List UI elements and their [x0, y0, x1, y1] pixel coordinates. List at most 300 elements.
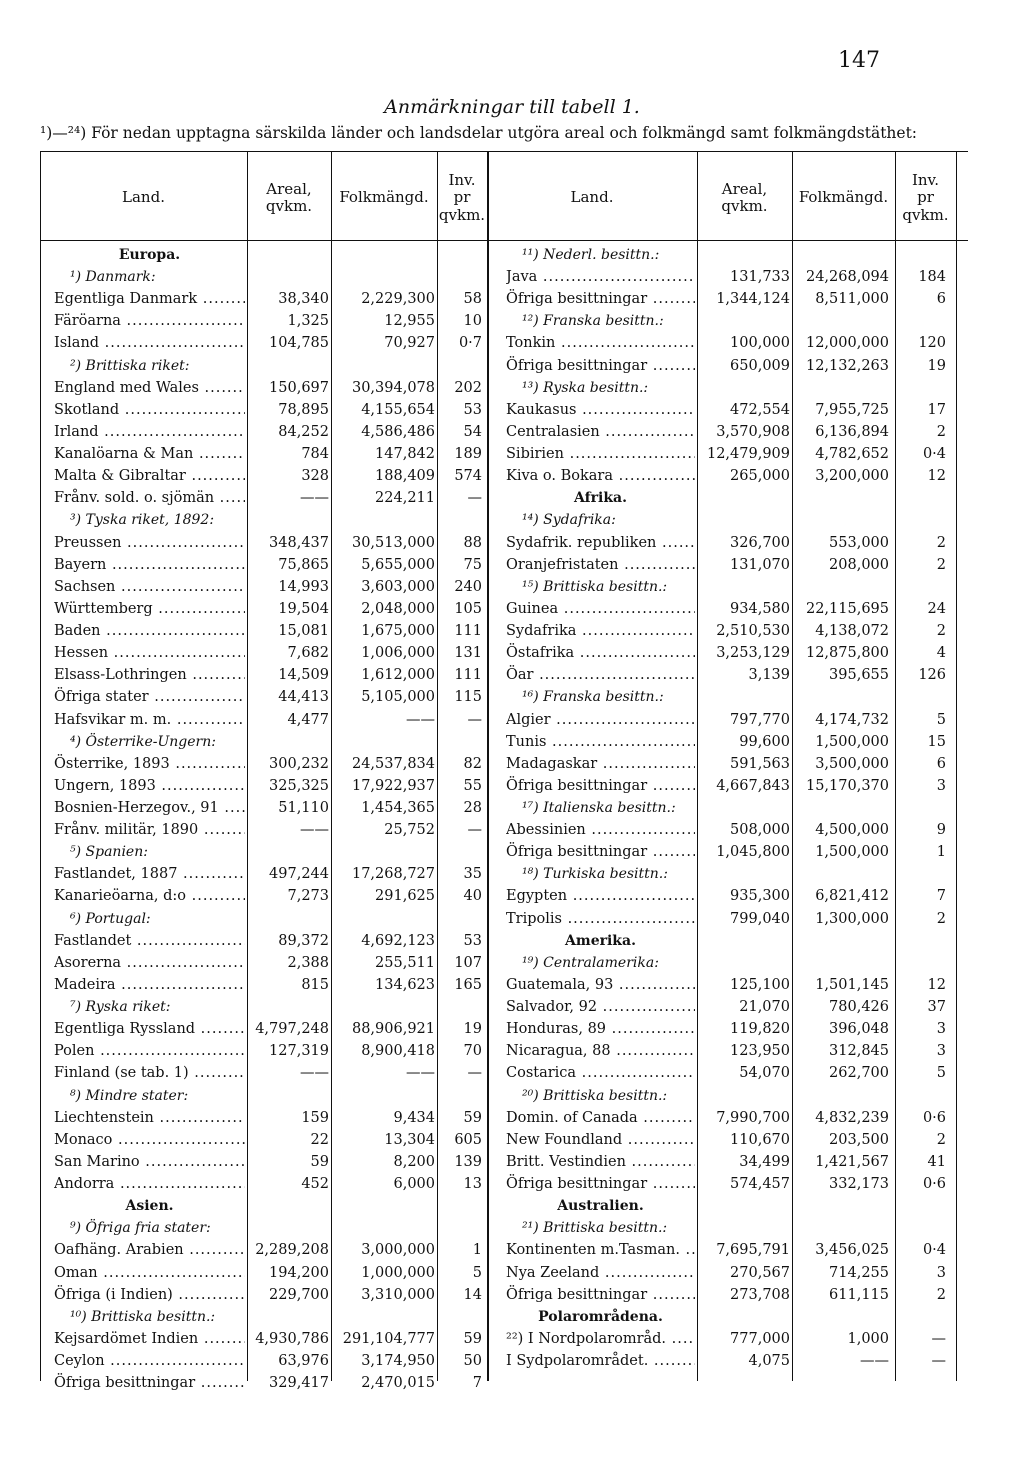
- folk-cell: 8,200: [393, 1153, 435, 1170]
- land-cell: [506, 841, 695, 863]
- left-subheading: ⁹) Öfriga fria stater:: [70, 1220, 211, 1237]
- land-cell: [506, 974, 695, 996]
- land-name: Malta & Gibraltar: [54, 468, 186, 485]
- table-row: [0, 1018, 1024, 1040]
- land-cell: [54, 930, 245, 952]
- inv-cell: 12: [927, 468, 946, 485]
- areal-cell: 1,045,800: [716, 844, 790, 861]
- folk-cell: 147,842: [375, 446, 435, 463]
- land-name: Ceylon: [54, 1353, 105, 1369]
- areal-cell: 7,682: [287, 645, 329, 662]
- areal-cell: 326,700: [730, 534, 790, 551]
- table-row: [0, 1328, 1024, 1350]
- inv-cell: 13: [463, 1176, 482, 1193]
- land-name: Öfriga besittningar: [506, 1286, 648, 1303]
- inv-cell: 3: [936, 1021, 946, 1038]
- folk-cell: 3,000,000: [361, 1242, 435, 1259]
- land-cell: [506, 1151, 695, 1173]
- areal-cell: 84,252: [278, 423, 329, 440]
- table-row: [0, 1062, 1024, 1084]
- land-cell: [54, 1372, 245, 1394]
- inv-cell: 0·6: [922, 1176, 946, 1193]
- areal-cell: 150,697: [269, 379, 329, 396]
- folk-cell: 9,434: [393, 1109, 435, 1126]
- land-cell: [506, 1350, 695, 1372]
- land-name: Kanarieöarna, d:o: [54, 888, 187, 905]
- right-subheading: ¹⁵) Brittiska besittn.:: [522, 578, 668, 595]
- table-row: [0, 266, 1024, 288]
- land-name: Irland: [54, 423, 99, 440]
- land-cell: [54, 377, 245, 399]
- land-name: Finland (se tab. 1): [54, 1065, 189, 1082]
- areal-cell: 1,325: [287, 313, 329, 330]
- folk-cell: 12,875,800: [805, 645, 889, 662]
- folk-cell: 12,132,263: [805, 357, 889, 374]
- folk-cell: 1,675,000: [361, 623, 435, 640]
- table-row: [0, 797, 1024, 819]
- land-cell: [506, 620, 695, 642]
- folk-cell: 22,115,695: [805, 600, 889, 617]
- inv-cell: 75: [463, 556, 482, 573]
- folk-cell: 4,500,000: [815, 822, 889, 839]
- right-subheading: ¹¹) Nederl. besittn.:: [522, 247, 660, 263]
- land-name: ²²) I Nordpolarområd.: [506, 1330, 667, 1347]
- areal-cell: 497,244: [269, 866, 329, 883]
- land-name: Östafrika: [506, 645, 575, 662]
- header-top-rule: [40, 151, 968, 152]
- folk-cell: 5,105,000: [361, 689, 435, 706]
- areal-cell: 574,457: [730, 1176, 790, 1193]
- land-name: Preussen: [54, 534, 122, 551]
- land-name: Tunis: [506, 733, 547, 750]
- folk-cell: 1,454,365: [361, 800, 435, 816]
- land-cell: [506, 731, 695, 753]
- areal-cell: 110,670: [730, 1131, 790, 1148]
- inv-cell: 0·4: [922, 446, 946, 463]
- right-subheading: ²⁰) Brittiska besittn.:: [522, 1087, 668, 1104]
- areal-cell: ——: [300, 1065, 329, 1082]
- land-name: Sachsen: [54, 578, 116, 595]
- areal-cell: 127,319: [269, 1043, 329, 1060]
- land-name: Monaco: [54, 1131, 113, 1148]
- land-cell: [506, 1018, 695, 1040]
- right-subheading: ¹³) Ryska besittn.:: [522, 379, 649, 396]
- land-cell: [506, 1239, 695, 1261]
- land-name: Oranjefristaten: [506, 556, 619, 573]
- land-name: Kontinenten m.Tasman.: [506, 1242, 680, 1259]
- table-row: [0, 554, 1024, 576]
- land-name: Guinea: [506, 600, 559, 617]
- left-header-land: Land.: [122, 188, 165, 207]
- land-cell: [506, 664, 695, 686]
- left-header-areal: Areal, qvkm.: [265, 179, 313, 215]
- folk-cell: 6,136,894: [815, 423, 889, 440]
- areal-cell: 19,504: [278, 600, 329, 617]
- table-row: [0, 1350, 1024, 1372]
- inv-cell: 55: [463, 777, 482, 794]
- land-name: Kejsardömet Indien: [54, 1330, 199, 1347]
- land-cell: [506, 996, 695, 1018]
- land-name: Ungern, 1893: [54, 777, 156, 794]
- land-cell: [506, 332, 695, 354]
- land-cell: [506, 1107, 695, 1129]
- inv-cell: 24: [927, 600, 946, 617]
- land-name: Salvador, 92: [506, 999, 598, 1016]
- areal-cell: 194,200: [269, 1264, 329, 1281]
- land-cell: [506, 753, 695, 775]
- land-cell: [54, 686, 245, 708]
- inv-cell: 3: [936, 777, 946, 794]
- land-cell: [506, 355, 695, 377]
- folk-cell: 30,513,000: [351, 534, 435, 551]
- inv-cell: 12: [927, 976, 946, 993]
- table-row: [0, 598, 1024, 620]
- land-cell: [506, 421, 695, 443]
- land-name: Nicaragua, 88: [506, 1043, 611, 1060]
- left-section-heading: Europa.: [118, 247, 181, 263]
- folk-cell: 291,625: [375, 888, 435, 905]
- land-name: Sydafrika: [506, 623, 577, 640]
- land-name: Abessinien: [506, 822, 586, 839]
- left-subheading: ²) Brittiska riket:: [70, 357, 190, 374]
- inv-cell: 70: [463, 1043, 482, 1060]
- folk-cell: 4,174,732: [815, 711, 889, 728]
- inv-cell: 105: [454, 600, 482, 617]
- areal-cell: ——: [300, 490, 329, 507]
- land-cell: [506, 642, 695, 664]
- land-name: Andorra: [54, 1176, 115, 1193]
- right-subheading: ¹⁸) Turkiska besittn.:: [522, 866, 668, 883]
- inv-cell: 41: [927, 1153, 946, 1170]
- land-name: Österrike, 1893: [54, 755, 170, 772]
- land-name: New Foundland: [506, 1131, 623, 1148]
- inv-cell: 139: [454, 1153, 482, 1170]
- land-cell: [54, 952, 245, 974]
- land-name: Öfriga besittningar: [506, 777, 648, 794]
- land-name: Öar: [506, 667, 534, 684]
- areal-cell: 131,733: [730, 269, 790, 286]
- land-name: Java: [506, 269, 538, 286]
- folk-cell: 1,500,000: [815, 844, 889, 861]
- inv-cell: 2: [936, 623, 946, 640]
- areal-cell: 452: [301, 1176, 329, 1193]
- folk-cell: 2,048,000: [361, 600, 435, 617]
- table-row: [0, 1040, 1024, 1062]
- folk-cell: 3,200,000: [815, 468, 889, 485]
- folk-cell: 4,586,486: [361, 423, 435, 440]
- land-name: Honduras, 89: [506, 1021, 607, 1038]
- folk-cell: 312,845: [829, 1043, 889, 1060]
- inv-cell: 165: [454, 976, 482, 993]
- folk-cell: 70,927: [384, 335, 435, 352]
- folk-cell: 15,170,370: [805, 777, 889, 794]
- folk-cell: 4,138,072: [815, 623, 889, 640]
- folk-cell: 1,421,567: [815, 1153, 889, 1170]
- land-cell: [506, 709, 695, 731]
- table-row: [0, 819, 1024, 841]
- folk-cell: 395,655: [829, 667, 889, 684]
- folk-cell: 1,500,000: [815, 733, 889, 750]
- inv-cell: 6: [936, 291, 946, 308]
- inv-cell: 126: [918, 667, 946, 684]
- land-name: Kiva o. Bokara: [506, 468, 614, 485]
- inv-cell: 4: [936, 645, 946, 662]
- inv-cell: 2: [936, 910, 946, 927]
- left-subheading: ³) Tyska riket, 1892:: [70, 512, 215, 529]
- folk-cell: 17,922,937: [351, 777, 435, 794]
- inv-cell: 574: [454, 468, 482, 485]
- areal-cell: 4,667,843: [716, 777, 790, 794]
- page-title: Anmärkningar till tabell 1.: [384, 96, 640, 118]
- table-row: [0, 310, 1024, 332]
- inv-cell: 53: [463, 401, 482, 418]
- land-name: Öfriga besittningar: [506, 1176, 648, 1193]
- left-subheading: ¹) Danmark:: [70, 269, 156, 286]
- areal-cell: 89,372: [278, 932, 329, 949]
- land-name: Frånv. militär, 1890: [54, 822, 199, 839]
- inv-cell: 88: [463, 534, 482, 551]
- areal-cell: 591,563: [730, 755, 790, 772]
- inv-cell: 7: [472, 1375, 482, 1392]
- land-name: England med Wales: [54, 379, 199, 396]
- inv-cell: 53: [463, 932, 482, 949]
- areal-cell: 100,000: [730, 335, 790, 352]
- areal-cell: 7,695,791: [716, 1242, 790, 1259]
- land-cell: [506, 465, 695, 487]
- areal-cell: 325,325: [269, 777, 329, 794]
- table-row: [0, 753, 1024, 775]
- folk-cell: 8,900,418: [361, 1043, 435, 1060]
- folk-cell: ——: [406, 1065, 435, 1082]
- areal-cell: 3,253,129: [716, 645, 790, 662]
- inv-cell: 2: [936, 423, 946, 440]
- areal-cell: 797,770: [730, 711, 790, 728]
- folk-cell: 3,310,000: [361, 1286, 435, 1303]
- table-row: [0, 465, 1024, 487]
- table-row: [0, 332, 1024, 354]
- table-row: [0, 1107, 1024, 1129]
- land-name: Nya Zeeland: [506, 1264, 600, 1281]
- folk-cell: 3,456,025: [815, 1242, 889, 1259]
- land-cell: [506, 1062, 695, 1084]
- land-name: Sydafrik. republiken: [506, 534, 657, 551]
- land-name: Centralasien: [506, 423, 600, 440]
- land-name: I Sydpolarområdet.: [506, 1353, 649, 1369]
- right-header-inv: Inv. pr qvkm.: [902, 171, 949, 224]
- folk-cell: 1,501,145: [815, 976, 889, 993]
- folk-cell: ——: [406, 711, 435, 728]
- folk-cell: 396,048: [829, 1021, 889, 1038]
- areal-cell: 123,950: [730, 1043, 790, 1060]
- land-cell: [506, 554, 695, 576]
- land-cell: [506, 1262, 695, 1284]
- land-name: Öfriga besittningar: [506, 291, 648, 308]
- areal-cell: 99,600: [739, 733, 790, 750]
- inv-cell: 17: [927, 401, 946, 418]
- land-name: Württemberg: [54, 600, 153, 617]
- table-row: [0, 996, 1024, 1018]
- inv-cell: 50: [463, 1353, 482, 1369]
- inv-cell: 111: [454, 623, 482, 640]
- inv-cell: 240: [454, 578, 482, 595]
- land-cell: [506, 819, 695, 841]
- inv-cell: —: [931, 1330, 946, 1347]
- inv-cell: 7: [936, 888, 946, 905]
- areal-cell: 104,785: [269, 335, 329, 352]
- folk-cell: 1,000,000: [361, 1264, 435, 1281]
- areal-cell: 799,040: [730, 910, 790, 927]
- folk-cell: 24,537,834: [351, 755, 435, 772]
- table-row: [0, 288, 1024, 310]
- folk-cell: 1,612,000: [361, 667, 435, 684]
- areal-cell: 21,070: [739, 999, 790, 1016]
- land-cell: [506, 1328, 695, 1350]
- inv-cell: 9: [936, 822, 946, 839]
- table-row: [0, 576, 1024, 598]
- inv-cell: 0·6: [922, 1109, 946, 1126]
- folk-cell: 2,470,015: [361, 1375, 435, 1392]
- areal-cell: 3,570,908: [716, 423, 790, 440]
- folk-cell: 6,821,412: [815, 888, 889, 905]
- left-subheading: ¹⁰) Brittiska besittn.:: [70, 1308, 216, 1325]
- inv-cell: 184: [918, 269, 946, 286]
- areal-cell: 777,000: [730, 1330, 790, 1347]
- left-subheading: ⁶) Portugal:: [70, 910, 151, 927]
- areal-cell: 2,388: [287, 954, 329, 971]
- land-name: Hafsvikar m. m.: [54, 711, 172, 728]
- land-name: Bayern: [54, 556, 107, 573]
- land-cell: [506, 399, 695, 421]
- folk-cell: 13,304: [384, 1131, 435, 1148]
- areal-cell: 472,554: [730, 401, 790, 418]
- land-name: Sibirien: [506, 446, 564, 463]
- folk-cell: ——: [860, 1353, 889, 1369]
- folk-cell: 4,782,652: [815, 446, 889, 463]
- inv-cell: 37: [927, 999, 946, 1016]
- table-row: [0, 1129, 1024, 1151]
- land-name: Färöarna: [54, 313, 121, 330]
- land-name: Egentliga Ryssland: [54, 1021, 196, 1038]
- land-cell: [506, 775, 695, 797]
- inv-cell: 35: [463, 866, 482, 883]
- areal-cell: 14,509: [278, 667, 329, 684]
- areal-cell: ——: [300, 822, 329, 839]
- land-cell: [506, 1040, 695, 1062]
- inv-cell: 605: [454, 1131, 482, 1148]
- folk-cell: 5,655,000: [361, 556, 435, 573]
- areal-cell: 3,139: [748, 667, 790, 684]
- page-intro: ¹)—²⁴) För nedan upptagna särskilda länder och landsdelar utgöra areal och folkmängd samt folkmängdstäthet:: [40, 124, 918, 142]
- table-row: [0, 532, 1024, 554]
- land-cell: [506, 266, 695, 288]
- folk-cell: 7,955,725: [815, 401, 889, 418]
- table-row: [0, 908, 1024, 930]
- inv-cell: —: [467, 711, 482, 728]
- areal-cell: 329,417: [269, 1375, 329, 1392]
- right-subheading: ¹⁴) Sydafrika:: [522, 512, 616, 529]
- inv-cell: 3: [936, 1043, 946, 1060]
- folk-cell: 332,173: [829, 1176, 889, 1193]
- areal-cell: 44,413: [278, 689, 329, 706]
- left-header-folkmangd: Folkmängd.: [339, 188, 429, 207]
- areal-cell: 63,976: [278, 1353, 329, 1369]
- inv-cell: 58: [463, 291, 482, 308]
- folk-cell: 134,623: [375, 976, 435, 993]
- left-header-inv: Inv. pr qvkm.: [438, 171, 486, 224]
- right-subheading: ²¹) Brittiska besittn.:: [522, 1220, 668, 1237]
- land-cell: [506, 1284, 695, 1306]
- inv-cell: 6: [936, 755, 946, 772]
- inv-cell: 189: [454, 446, 482, 463]
- left-subheading: ⁸) Mindre stater:: [70, 1087, 189, 1104]
- land-cell: [54, 576, 245, 598]
- right-subheading: ¹²) Franska besittn.:: [522, 313, 664, 330]
- header-bottom-rule: [40, 240, 968, 241]
- land-name: Bosnien-Herzegov., 91: [54, 800, 219, 816]
- folk-cell: 4,155,654: [361, 401, 435, 418]
- folk-cell: 30,394,078: [351, 379, 435, 396]
- inv-cell: 131: [454, 645, 482, 662]
- land-cell: [54, 797, 245, 819]
- folk-cell: 188,409: [375, 468, 435, 485]
- left-subheading: ⁵) Spanien:: [70, 844, 148, 861]
- folk-cell: 208,000: [829, 556, 889, 573]
- table-row: [0, 443, 1024, 465]
- inv-cell: 0·7: [458, 335, 482, 352]
- land-name: Oman: [54, 1264, 98, 1281]
- land-cell: [506, 288, 695, 310]
- table-row: [0, 1262, 1024, 1284]
- land-name: Hessen: [54, 645, 109, 662]
- areal-cell: 12,479,909: [706, 446, 790, 463]
- areal-cell: 1,344,124: [716, 291, 790, 308]
- table-row: [0, 885, 1024, 907]
- land-name: Asorerna: [54, 954, 122, 971]
- land-name: Öfriga besittningar: [506, 844, 648, 861]
- right-section-heading: Amerika.: [565, 932, 636, 949]
- areal-cell: 328: [301, 468, 329, 485]
- table-row: [0, 620, 1024, 642]
- land-cell: [506, 908, 695, 930]
- land-name: Skotland: [54, 401, 120, 418]
- areal-cell: 2,510,530: [716, 623, 790, 640]
- table-row: [0, 355, 1024, 377]
- areal-cell: 54,070: [739, 1065, 790, 1082]
- areal-cell: 7,990,700: [716, 1109, 790, 1126]
- folk-cell: 2,229,300: [361, 291, 435, 308]
- land-name: Kaukasus: [506, 401, 577, 418]
- right-header-land: Land.: [570, 188, 614, 207]
- land-name: Polen: [54, 1043, 95, 1060]
- land-name: Costarica: [506, 1065, 577, 1082]
- table-row: [0, 1151, 1024, 1173]
- left-subheading: ⁴) Österrike-Ungern:: [70, 733, 216, 750]
- inv-cell: 1: [936, 844, 946, 861]
- land-name: Fastlandet, 1887: [54, 866, 178, 883]
- table-row: [0, 709, 1024, 731]
- land-name: Oafhäng. Arabien: [54, 1242, 184, 1259]
- areal-cell: 38,340: [278, 291, 329, 308]
- table-row: [0, 1239, 1024, 1261]
- inv-cell: —: [467, 490, 482, 507]
- land-name: Island: [54, 335, 100, 352]
- areal-cell: 125,100: [730, 976, 790, 993]
- inv-cell: 54: [463, 423, 482, 440]
- table-row: [0, 1284, 1024, 1306]
- inv-cell: 28: [463, 800, 482, 816]
- areal-cell: 4,930,786: [255, 1330, 329, 1347]
- areal-cell: 508,000: [730, 822, 790, 839]
